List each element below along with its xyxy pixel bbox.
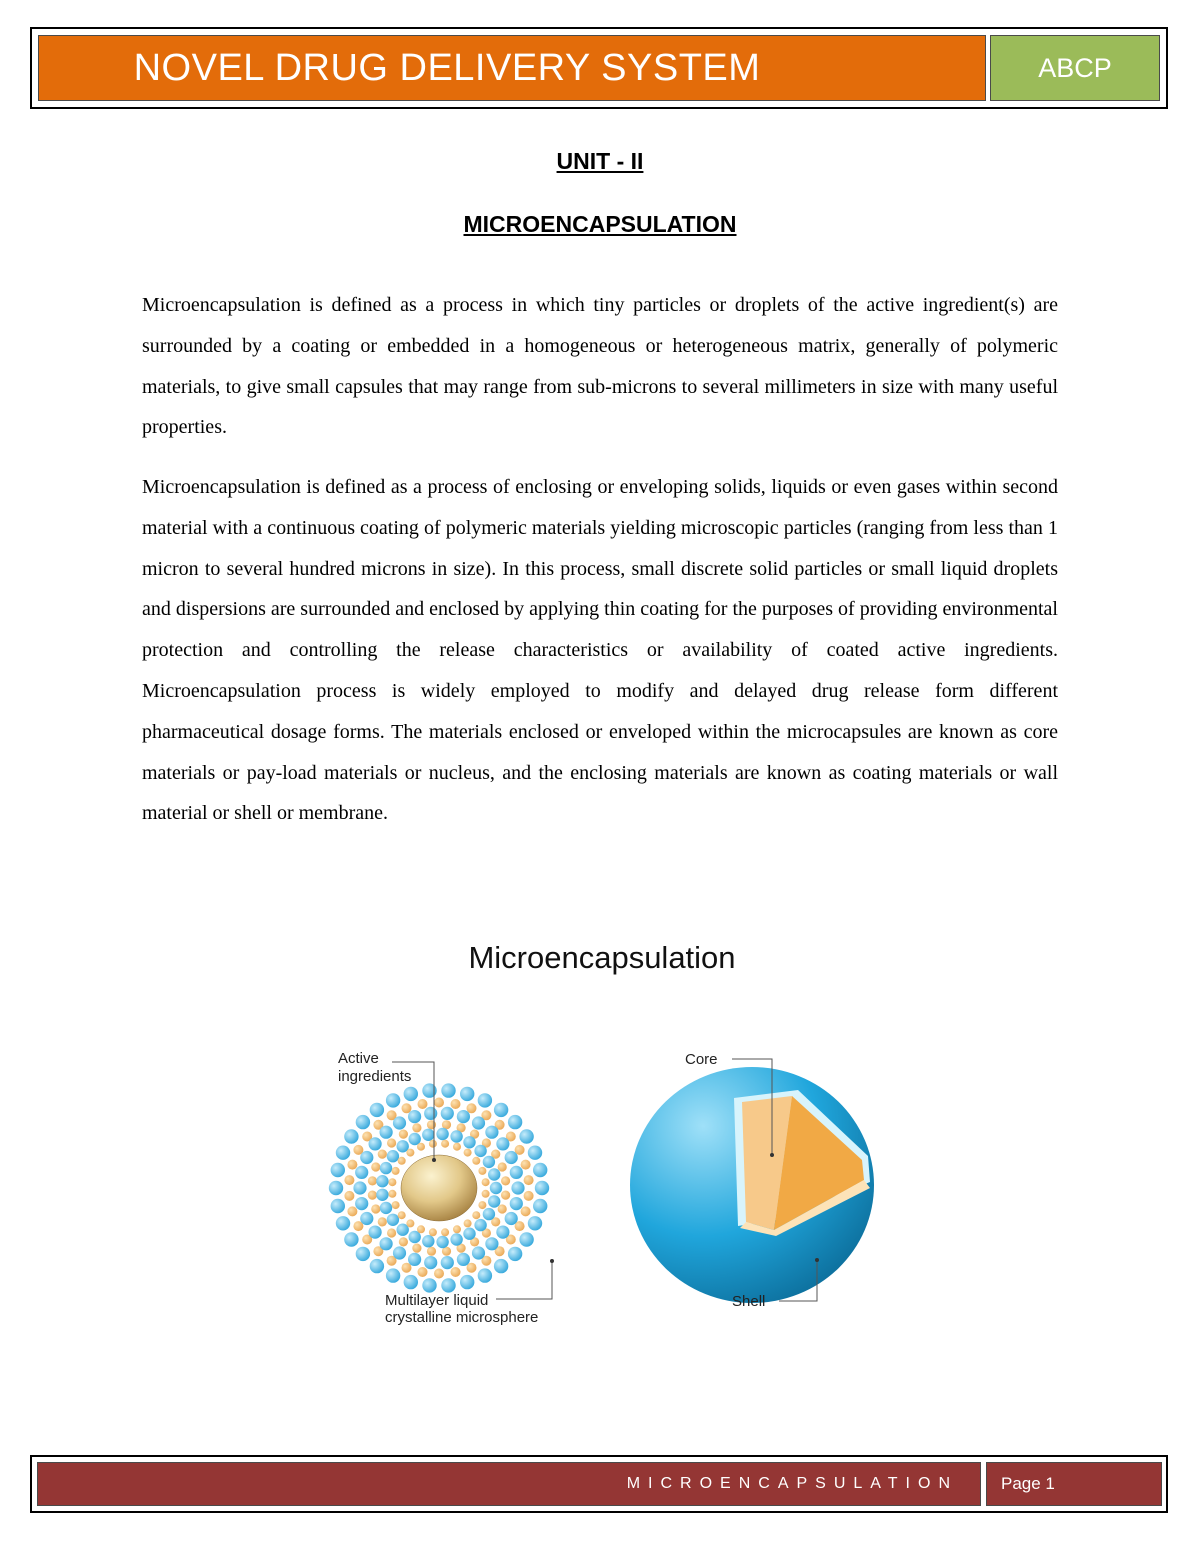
lipid-bead <box>336 1216 350 1230</box>
lipid-bead <box>450 1233 462 1245</box>
lipid-bead <box>387 1214 399 1226</box>
capsule-graphic <box>630 1067 874 1303</box>
figure-illustration <box>322 930 882 1330</box>
lipid-bead <box>399 1237 408 1246</box>
lipid-bead <box>417 1225 425 1233</box>
footer-page-number: Page 1 <box>986 1462 1162 1506</box>
lipid-bead <box>392 1201 400 1209</box>
lipid-bead <box>519 1232 533 1246</box>
lipid-bead <box>344 1232 358 1246</box>
lipid-bead <box>463 1136 475 1148</box>
lipid-bead <box>380 1237 393 1250</box>
lipid-bead <box>488 1168 500 1180</box>
lipid-bead <box>398 1211 406 1219</box>
lipid-bead <box>467 1263 477 1273</box>
lipid-bead <box>451 1099 461 1109</box>
lipid-bead <box>370 1259 384 1273</box>
header-title: NOVEL DRUG DELIVERY SYSTEM <box>38 35 986 101</box>
lipid-bead <box>427 1247 436 1256</box>
microsphere-graphic <box>329 1083 549 1292</box>
lipid-bead <box>376 1175 388 1187</box>
section-heading: MICROENCAPSULATION <box>463 211 737 237</box>
lipid-bead <box>441 1278 455 1292</box>
lipid-bead <box>521 1206 531 1216</box>
lipid-bead <box>494 1103 508 1117</box>
label-shell: Shell <box>732 1293 766 1310</box>
lipid-bead <box>376 1189 388 1201</box>
lipid-bead <box>457 1110 470 1123</box>
lipid-bead <box>404 1087 418 1101</box>
lipid-bead <box>494 1259 508 1273</box>
lipid-bead <box>460 1275 474 1289</box>
lipid-bead <box>472 1211 480 1219</box>
lipid-bead <box>378 1150 387 1159</box>
lipid-bead <box>360 1151 373 1164</box>
lipid-bead <box>422 1235 434 1247</box>
lipid-bead <box>387 1138 396 1147</box>
lipid-bead <box>424 1107 437 1120</box>
label-crystalline: crystalline microsphere <box>385 1309 539 1326</box>
lipid-bead <box>501 1176 510 1185</box>
lipid-bead <box>427 1120 436 1129</box>
lipid-bead <box>478 1093 492 1107</box>
lipid-bead <box>422 1278 436 1292</box>
lipid-bead <box>408 1253 421 1266</box>
lipid-bead <box>478 1167 486 1175</box>
lipid-bead <box>353 1181 366 1194</box>
lipid-bead <box>387 1150 399 1162</box>
lipid-bead <box>429 1140 437 1148</box>
lipid-bead <box>533 1163 547 1177</box>
lipid-bead <box>453 1143 461 1151</box>
lipid-bead <box>412 1244 421 1253</box>
lipid-bead <box>336 1146 350 1160</box>
lipid-bead <box>369 1137 382 1150</box>
paragraph-definition-1: Microencapsulation is defined as a process in which tiny particles or droplets of the active ingredient(s) are surrounded by a coating or embedded in a homogeneous or heterogeneous matrix, generally of polymeric materials, to give small capsules that may range from sub-microns to several millimeters in size with many useful properties. <box>142 294 1058 439</box>
lipid-bead <box>387 1228 396 1237</box>
lipid-bead <box>441 1256 454 1269</box>
lipid-bead <box>483 1156 495 1168</box>
lipid-bead <box>472 1246 485 1259</box>
lipid-bead <box>533 1199 547 1213</box>
lipid-bead <box>404 1275 418 1289</box>
microsphere-core <box>401 1155 477 1221</box>
lipid-bead <box>460 1087 474 1101</box>
lipid-bead <box>510 1197 523 1210</box>
lipid-bead <box>344 1129 358 1143</box>
lipid-bead <box>519 1129 533 1143</box>
lipid-bead <box>399 1130 408 1139</box>
lipid-bead <box>505 1151 518 1164</box>
lipid-bead <box>355 1197 368 1210</box>
lipid-bead <box>498 1162 507 1171</box>
lipid-bead <box>424 1256 437 1269</box>
lipid-bead <box>453 1225 461 1233</box>
lipid-bead <box>386 1093 400 1107</box>
page-header <box>30 27 1168 109</box>
lipid-bead <box>418 1267 428 1277</box>
lipid-bead <box>521 1160 531 1170</box>
lipid-bead <box>508 1115 522 1129</box>
lipid-bead <box>457 1253 470 1266</box>
lipid-bead <box>441 1107 454 1120</box>
lipid-bead <box>380 1126 393 1139</box>
figure-title: Microencapsulation <box>468 940 736 975</box>
lipid-bead <box>496 1137 509 1150</box>
lipid-bead <box>380 1162 392 1174</box>
lipid-bead <box>371 1204 380 1213</box>
lipid-bead <box>388 1178 396 1186</box>
lipid-bead <box>508 1247 522 1261</box>
lipid-bead <box>392 1167 400 1175</box>
lipid-bead <box>535 1181 549 1195</box>
lipid-bead <box>482 1178 490 1186</box>
lipid-bead <box>474 1219 486 1231</box>
lipid-bead <box>472 1157 480 1165</box>
lipid-bead <box>472 1116 485 1129</box>
lipid-bead <box>331 1199 345 1213</box>
lipid-bead <box>418 1099 428 1109</box>
label-core: Core <box>685 1051 718 1068</box>
lipid-bead <box>524 1191 534 1201</box>
lipid-bead <box>441 1228 449 1236</box>
lipid-bead <box>371 1162 380 1171</box>
paragraph-definition-2: Microencapsulation is defined as a process of enclosing or enveloping solids, liquids or even gases within second material with a continuous coating of polymeric materials yielding microscopic particles (ranging from less than 1 micron to several hundred microns in size). In this process, small discrete solid particles or small liquid droplets and dispersions are surrounded and enclosed by applying thin coating for the purposes of providing environmental protection and controlling the release characteristics or availability of coated active ingredients. Microencapsulation process is widely employed to modify and delayed drug release form different pharmaceutical dosage forms. The materials enclosed or enveloped within the microcapsules are known as core materials or pay-load materials or nucleus, and the enclosing materials are known as coating materials or wall material or shell or membrane. <box>142 476 1058 825</box>
lipid-bead <box>485 1237 498 1250</box>
lipid-bead <box>511 1181 524 1194</box>
lipid-bead <box>368 1176 377 1185</box>
lipid-bead <box>417 1143 425 1151</box>
lipid-bead <box>463 1228 475 1240</box>
lipid-bead <box>398 1157 406 1165</box>
footer-section: MICROENCAPSULATION <box>37 1462 981 1506</box>
lipid-bead <box>331 1163 345 1177</box>
lipid-bead <box>429 1228 437 1236</box>
lipid-bead <box>467 1103 477 1113</box>
lipid-bead <box>388 1190 396 1198</box>
label-multilayer: Multilayer liquid <box>385 1292 489 1309</box>
label-ingredients: ingredients <box>338 1068 412 1085</box>
lipid-bead <box>329 1181 343 1195</box>
lipid-bead <box>474 1145 486 1157</box>
lipid-bead <box>408 1110 421 1123</box>
unit-heading: UNIT - II <box>556 148 644 174</box>
lipid-bead <box>436 1128 448 1140</box>
lipid-bead <box>464 1219 472 1227</box>
lipid-bead <box>450 1130 462 1142</box>
lipid-bead <box>356 1115 370 1129</box>
lipid-bead <box>496 1226 509 1239</box>
lipid-bead <box>393 1116 406 1129</box>
lipid-bead <box>412 1123 421 1132</box>
microencapsulation-figure <box>322 930 882 1330</box>
lipid-bead <box>422 1083 436 1097</box>
lipid-bead <box>483 1208 495 1220</box>
lipid-bead <box>498 1204 507 1213</box>
lipid-bead <box>355 1166 368 1179</box>
lipid-bead <box>528 1216 542 1230</box>
lipid-bead <box>422 1129 434 1141</box>
lipid-bead <box>393 1246 406 1259</box>
lipid-bead <box>510 1166 523 1179</box>
lipid-bead <box>402 1263 412 1273</box>
lipid-bead <box>368 1191 377 1200</box>
lipid-bead <box>501 1191 510 1200</box>
lipid-bead <box>370 1103 384 1117</box>
lipid-bead <box>386 1268 400 1282</box>
lipid-bead <box>360 1212 373 1225</box>
header-badge: ABCP <box>990 35 1160 101</box>
lipid-bead <box>505 1212 518 1225</box>
lipid-bead <box>451 1267 461 1277</box>
label-active: Active <box>338 1050 379 1067</box>
lipid-bead <box>524 1175 534 1185</box>
lipid-bead <box>347 1206 357 1216</box>
lipid-bead <box>344 1191 354 1201</box>
lipid-bead <box>402 1103 412 1113</box>
lipid-bead <box>406 1219 414 1227</box>
lipid-bead <box>344 1175 354 1185</box>
lipid-bead <box>441 1083 455 1097</box>
lipid-bead <box>347 1160 357 1170</box>
lipid-bead <box>485 1126 498 1139</box>
lipid-bead <box>406 1149 414 1157</box>
lipid-bead <box>356 1247 370 1261</box>
lipid-bead <box>436 1236 448 1248</box>
lipid-bead <box>488 1195 500 1207</box>
lipid-bead <box>378 1217 387 1226</box>
lipid-bead <box>464 1149 472 1157</box>
page-footer <box>30 1455 1168 1513</box>
lipid-bead <box>482 1190 490 1198</box>
lipid-bead <box>441 1140 449 1148</box>
lipid-bead <box>369 1226 382 1239</box>
lipid-bead <box>380 1202 392 1214</box>
lipid-bead <box>434 1269 444 1279</box>
lipid-bead <box>434 1098 444 1108</box>
lipid-bead <box>490 1182 502 1194</box>
lipid-bead <box>478 1268 492 1282</box>
lipid-bead <box>478 1201 486 1209</box>
lipid-bead <box>528 1146 542 1160</box>
